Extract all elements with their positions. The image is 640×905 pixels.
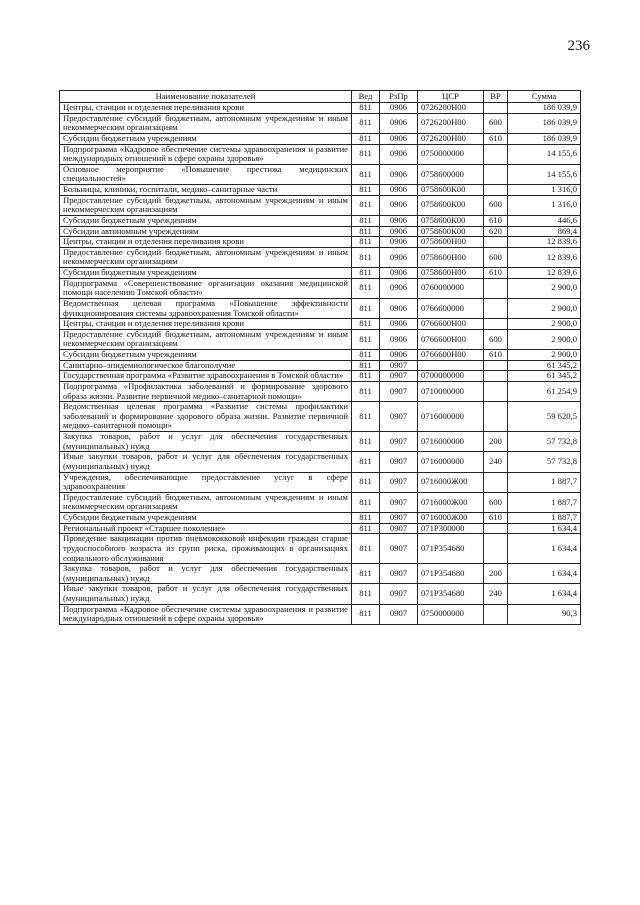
row-name-cell: Ведомственная целевая программа «Развитие системы профилактики заболеваний и формирование здорового образа жизни. Развитие первичной медико–санитарной помощи» — [60, 402, 352, 432]
row-rzpr-cell: 0906 — [380, 237, 418, 248]
row-rzpr-cell: 0907 — [380, 564, 418, 584]
row-sum-cell: 2 900,0 — [508, 329, 581, 349]
row-name-cell: Субсидии бюджетным учреждениям — [60, 350, 352, 361]
table-row — [60, 185, 581, 196]
table-row — [60, 492, 581, 512]
row-sum-cell: 1 887,7 — [508, 492, 581, 512]
table-body — [60, 103, 581, 625]
row-name-cell: Центры, станции и отделения переливания крови — [60, 237, 352, 248]
row-csr-cell: 0766600Н00 — [418, 350, 484, 361]
row-ved-cell: 811 — [352, 360, 380, 371]
row-name-cell: Закупка товаров, работ и услуг для обеспечения государственных (муниципальных) нужд — [60, 432, 352, 452]
row-ved-cell: 811 — [352, 319, 380, 330]
row-rzpr-cell: 0907 — [380, 584, 418, 604]
row-sum-cell: 14 155,6 — [508, 144, 581, 164]
row-csr-cell: 071Р354680 — [418, 584, 484, 604]
table-row — [60, 215, 581, 226]
row-csr-cell: 0716000Ж00 — [418, 492, 484, 512]
row-sum-cell: 59 620,5 — [508, 402, 581, 432]
row-vr-cell: 600 — [484, 247, 508, 267]
row-vr-cell — [484, 534, 508, 564]
row-ved-cell: 811 — [352, 133, 380, 144]
row-rzpr-cell: 0906 — [380, 278, 418, 298]
row-vr-cell — [484, 371, 508, 382]
row-csr-cell: 0766600Н00 — [418, 329, 484, 349]
row-sum-cell: 1 316,0 — [508, 185, 581, 196]
row-vr-cell — [484, 472, 508, 492]
header-ved: Вед — [352, 91, 380, 103]
row-sum-cell: 1 887,7 — [508, 513, 581, 524]
row-name-cell: Центры, станции и отделения переливания крови — [60, 319, 352, 330]
row-rzpr-cell: 0906 — [380, 298, 418, 318]
row-ved-cell: 811 — [352, 247, 380, 267]
row-sum-cell: 446,6 — [508, 215, 581, 226]
table-row — [60, 247, 581, 267]
row-rzpr-cell: 0907 — [380, 534, 418, 564]
row-csr-cell: 0758600К00 — [418, 185, 484, 196]
row-vr-cell — [484, 298, 508, 318]
row-vr-cell — [484, 185, 508, 196]
table-row — [60, 237, 581, 248]
row-rzpr-cell: 0906 — [380, 215, 418, 226]
row-csr-cell: 0758600К00 — [418, 195, 484, 215]
row-vr-cell: 610 — [484, 133, 508, 144]
row-sum-cell: 2 900,0 — [508, 278, 581, 298]
row-csr-cell: 0758600000 — [418, 164, 484, 184]
table-row — [60, 604, 581, 624]
row-rzpr-cell: 0907 — [380, 492, 418, 512]
row-vr-cell — [484, 144, 508, 164]
row-rzpr-cell: 0906 — [380, 226, 418, 237]
row-vr-cell — [484, 319, 508, 330]
table-row — [60, 452, 581, 472]
row-ved-cell: 811 — [352, 472, 380, 492]
row-ved-cell: 811 — [352, 381, 380, 401]
header-csr: ЦСР — [418, 91, 484, 103]
row-vr-cell — [484, 360, 508, 371]
row-ved-cell: 811 — [352, 226, 380, 237]
table-row — [60, 144, 581, 164]
row-rzpr-cell: 0906 — [380, 164, 418, 184]
row-csr-cell — [418, 360, 484, 371]
row-ved-cell: 811 — [352, 492, 380, 512]
table-row — [60, 164, 581, 184]
row-sum-cell: 14 155,6 — [508, 164, 581, 184]
table-row — [60, 319, 581, 330]
header-name: Наименование показателей — [60, 91, 352, 103]
table-row — [60, 226, 581, 237]
row-ved-cell: 811 — [352, 329, 380, 349]
row-vr-cell — [484, 604, 508, 624]
row-vr-cell: 600 — [484, 195, 508, 215]
table-row — [60, 360, 581, 371]
row-name-cell: Субсидии бюджетным учреждениям — [60, 215, 352, 226]
row-name-cell: Закупка товаров, работ и услуг для обеспечения государственных (муниципальных) нужд — [60, 564, 352, 584]
row-ved-cell: 811 — [352, 237, 380, 248]
row-rzpr-cell: 0906 — [380, 268, 418, 279]
row-rzpr-cell: 0907 — [380, 513, 418, 524]
row-ved-cell: 811 — [352, 604, 380, 624]
header-rzpr: РзПр — [380, 91, 418, 103]
row-ved-cell: 811 — [352, 215, 380, 226]
row-vr-cell: 610 — [484, 215, 508, 226]
header-vr: ВР — [484, 91, 508, 103]
row-sum-cell: 2 900,0 — [508, 319, 581, 330]
row-csr-cell: 0766600Н00 — [418, 319, 484, 330]
row-csr-cell: 0758600Н00 — [418, 268, 484, 279]
row-vr-cell: 200 — [484, 564, 508, 584]
table-row — [60, 584, 581, 604]
row-ved-cell: 811 — [352, 371, 380, 382]
table-row — [60, 298, 581, 318]
row-name-cell: Подпрограмма «Кадровое обеспечение системы здравоохранения и развитие международных отношений в сфере охраны здоровья» — [60, 144, 352, 164]
table-row — [60, 195, 581, 215]
row-sum-cell: 869,4 — [508, 226, 581, 237]
row-rzpr-cell: 0906 — [380, 144, 418, 164]
row-ved-cell: 811 — [352, 564, 380, 584]
row-name-cell: Учреждения, обеспечивающие предоставление услуг в сфере здравоохранения — [60, 472, 352, 492]
row-sum-cell: 61 345,2 — [508, 360, 581, 371]
row-rzpr-cell: 0906 — [380, 329, 418, 349]
row-rzpr-cell: 0907 — [380, 523, 418, 534]
row-rzpr-cell: 0906 — [380, 350, 418, 361]
row-rzpr-cell: 0906 — [380, 247, 418, 267]
row-rzpr-cell: 0907 — [380, 381, 418, 401]
row-sum-cell: 1 634,4 — [508, 564, 581, 584]
row-name-cell: Подпрограмма «Совершенствование организации оказания медицинской помощи населению Томской области» — [60, 278, 352, 298]
row-name-cell: Предоставление субсидий бюджетным, автономным учреждениям и иным некоммерческим организациям — [60, 329, 352, 349]
row-ved-cell: 811 — [352, 268, 380, 279]
row-rzpr-cell: 0907 — [380, 371, 418, 382]
row-csr-cell: 0726200Н00 — [418, 103, 484, 114]
table-row — [60, 472, 581, 492]
row-sum-cell: 2 900,0 — [508, 298, 581, 318]
table-header — [60, 91, 581, 103]
row-csr-cell: 0758600Н00 — [418, 237, 484, 248]
row-sum-cell: 61 345,2 — [508, 371, 581, 382]
row-vr-cell — [484, 381, 508, 401]
row-sum-cell: 186 039,9 — [508, 103, 581, 114]
row-vr-cell: 600 — [484, 492, 508, 512]
row-ved-cell: 811 — [352, 278, 380, 298]
row-name-cell: Предоставление субсидий бюджетным, автономным учреждениям и иным некоммерческим организациям — [60, 195, 352, 215]
row-csr-cell: 0700000000 — [418, 371, 484, 382]
row-ved-cell: 811 — [352, 103, 380, 114]
row-rzpr-cell: 0907 — [380, 604, 418, 624]
row-csr-cell: 0760000000 — [418, 278, 484, 298]
row-vr-cell: 600 — [484, 329, 508, 349]
row-vr-cell: 610 — [484, 513, 508, 524]
row-vr-cell — [484, 278, 508, 298]
row-name-cell: Иные закупки товаров, работ и услуг для обеспечения государственных (муниципальных) нужд — [60, 452, 352, 472]
row-vr-cell — [484, 237, 508, 248]
row-ved-cell: 811 — [352, 402, 380, 432]
row-csr-cell: 0716000000 — [418, 402, 484, 432]
row-sum-cell: 186 039,9 — [508, 133, 581, 144]
row-rzpr-cell: 0906 — [380, 133, 418, 144]
row-sum-cell: 57 732,8 — [508, 432, 581, 452]
row-name-cell: Предоставление субсидий бюджетным, автономным учреждениям и иным некоммерческим организациям — [60, 247, 352, 267]
row-name-cell: Проведение вакцинации против пневмококковой инфекции граждан старше трудоспособного возраста из групп риска, проживающих в организациях социального обслуживания — [60, 534, 352, 564]
row-rzpr-cell: 0907 — [380, 472, 418, 492]
table-row — [60, 329, 581, 349]
row-name-cell: Ведомственная целевая программа «Повышение эффективности функционирования системы здравоохранения Томской области» — [60, 298, 352, 318]
row-csr-cell: 0750000000 — [418, 144, 484, 164]
row-ved-cell: 811 — [352, 164, 380, 184]
row-name-cell: Субсидии автономным учреждениям — [60, 226, 352, 237]
row-csr-cell: 0758600К00 — [418, 226, 484, 237]
row-csr-cell: 071Р354680 — [418, 534, 484, 564]
row-csr-cell: 071Р354680 — [418, 564, 484, 584]
row-ved-cell: 811 — [352, 523, 380, 534]
row-csr-cell: 0758600Н00 — [418, 247, 484, 267]
row-rzpr-cell: 0906 — [380, 103, 418, 114]
table-row — [60, 371, 581, 382]
row-sum-cell: 1 634,4 — [508, 523, 581, 534]
row-vr-cell — [484, 402, 508, 432]
row-csr-cell: 0726200Н00 — [418, 113, 484, 133]
row-csr-cell: 0716000000 — [418, 452, 484, 472]
row-name-cell: Региональный проект «Старшее поколение» — [60, 523, 352, 534]
row-name-cell: Подпрограмма «Кадровое обеспечение системы здравоохранения и развитие международных отношений в сфере охраны здоровья» — [60, 604, 352, 624]
row-ved-cell: 811 — [352, 584, 380, 604]
table-row — [60, 113, 581, 133]
row-rzpr-cell: 0906 — [380, 185, 418, 196]
row-ved-cell: 811 — [352, 113, 380, 133]
row-ved-cell: 811 — [352, 432, 380, 452]
row-name-cell: Субсидии бюджетным учреждениям — [60, 268, 352, 279]
row-sum-cell: 12 839,6 — [508, 268, 581, 279]
budget-table — [59, 90, 581, 625]
row-vr-cell: 610 — [484, 268, 508, 279]
row-name-cell: Больницы, клиники, госпитали, медико–санитарные части — [60, 185, 352, 196]
row-ved-cell: 811 — [352, 350, 380, 361]
row-csr-cell: 0750000000 — [418, 604, 484, 624]
row-ved-cell: 811 — [352, 195, 380, 215]
row-csr-cell: 0758600К00 — [418, 215, 484, 226]
row-sum-cell: 90,3 — [508, 604, 581, 624]
row-csr-cell: 0766600000 — [418, 298, 484, 318]
table-row — [60, 268, 581, 279]
table-row — [60, 534, 581, 564]
row-sum-cell: 61 254,9 — [508, 381, 581, 401]
row-name-cell: Государственная программа «Развитие здравоохранения в Томской области» — [60, 371, 352, 382]
row-sum-cell: 1 316,0 — [508, 195, 581, 215]
row-sum-cell: 2 900,0 — [508, 350, 581, 361]
row-ved-cell: 811 — [352, 298, 380, 318]
row-ved-cell: 811 — [352, 452, 380, 472]
row-vr-cell: 620 — [484, 226, 508, 237]
row-name-cell: Санитарно–эпидемиологическое благополучие — [60, 360, 352, 371]
row-rzpr-cell: 0907 — [380, 360, 418, 371]
row-name-cell: Предоставление субсидий бюджетным, автономным учреждениям и иным некоммерческим организациям — [60, 113, 352, 133]
row-vr-cell: 240 — [484, 452, 508, 472]
row-rzpr-cell: 0906 — [380, 195, 418, 215]
table-row — [60, 564, 581, 584]
row-name-cell: Центры, станции и отделения переливания крови — [60, 103, 352, 114]
row-csr-cell: 071Р300000 — [418, 523, 484, 534]
row-name-cell: Субсидии бюджетным учреждениям — [60, 513, 352, 524]
row-vr-cell — [484, 103, 508, 114]
table-row — [60, 513, 581, 524]
row-csr-cell: 0716000000 — [418, 432, 484, 452]
row-rzpr-cell: 0906 — [380, 113, 418, 133]
row-vr-cell: 240 — [484, 584, 508, 604]
row-name-cell: Субсидии бюджетным учреждениям — [60, 133, 352, 144]
row-csr-cell: 0716000Ж00 — [418, 513, 484, 524]
row-ved-cell: 811 — [352, 513, 380, 524]
row-csr-cell: 0710000000 — [418, 381, 484, 401]
row-rzpr-cell: 0907 — [380, 452, 418, 472]
page-number: 236 — [567, 38, 590, 54]
row-sum-cell: 12 839,6 — [508, 247, 581, 267]
row-ved-cell: 811 — [352, 144, 380, 164]
row-vr-cell — [484, 523, 508, 534]
table-row — [60, 278, 581, 298]
row-rzpr-cell: 0907 — [380, 402, 418, 432]
row-vr-cell: 610 — [484, 350, 508, 361]
row-vr-cell: 200 — [484, 432, 508, 452]
table-row — [60, 402, 581, 432]
row-sum-cell: 12 839,6 — [508, 237, 581, 248]
table-row — [60, 133, 581, 144]
row-ved-cell: 811 — [352, 185, 380, 196]
row-sum-cell: 57 732,8 — [508, 452, 581, 472]
table-row — [60, 103, 581, 114]
row-csr-cell: 0726200Н00 — [418, 133, 484, 144]
row-rzpr-cell: 0906 — [380, 319, 418, 330]
row-vr-cell — [484, 164, 508, 184]
row-name-cell: Подпрограмма «Профилактика заболеваний и формирование здорового образа жизни. Развитие первичной медико–санитарной помощи» — [60, 381, 352, 401]
row-csr-cell: 0716000Ж00 — [418, 472, 484, 492]
table-row — [60, 523, 581, 534]
row-sum-cell: 1 887,7 — [508, 472, 581, 492]
row-vr-cell: 600 — [484, 113, 508, 133]
row-name-cell: Основное мероприятие «Повышение престижа медицинских специальностей» — [60, 164, 352, 184]
row-ved-cell: 811 — [352, 534, 380, 564]
row-name-cell: Иные закупки товаров, работ и услуг для обеспечения государственных (муниципальных) нужд — [60, 584, 352, 604]
row-sum-cell: 1 634,4 — [508, 534, 581, 564]
row-sum-cell: 1 634,4 — [508, 584, 581, 604]
table-row — [60, 350, 581, 361]
table-row — [60, 381, 581, 401]
table-row — [60, 432, 581, 452]
row-sum-cell: 186 039,9 — [508, 113, 581, 133]
header-sum: Сумма — [508, 91, 581, 103]
row-name-cell: Предоставление субсидий бюджетным, автономным учреждениям и иным некоммерческим организациям — [60, 492, 352, 512]
row-rzpr-cell: 0907 — [380, 432, 418, 452]
